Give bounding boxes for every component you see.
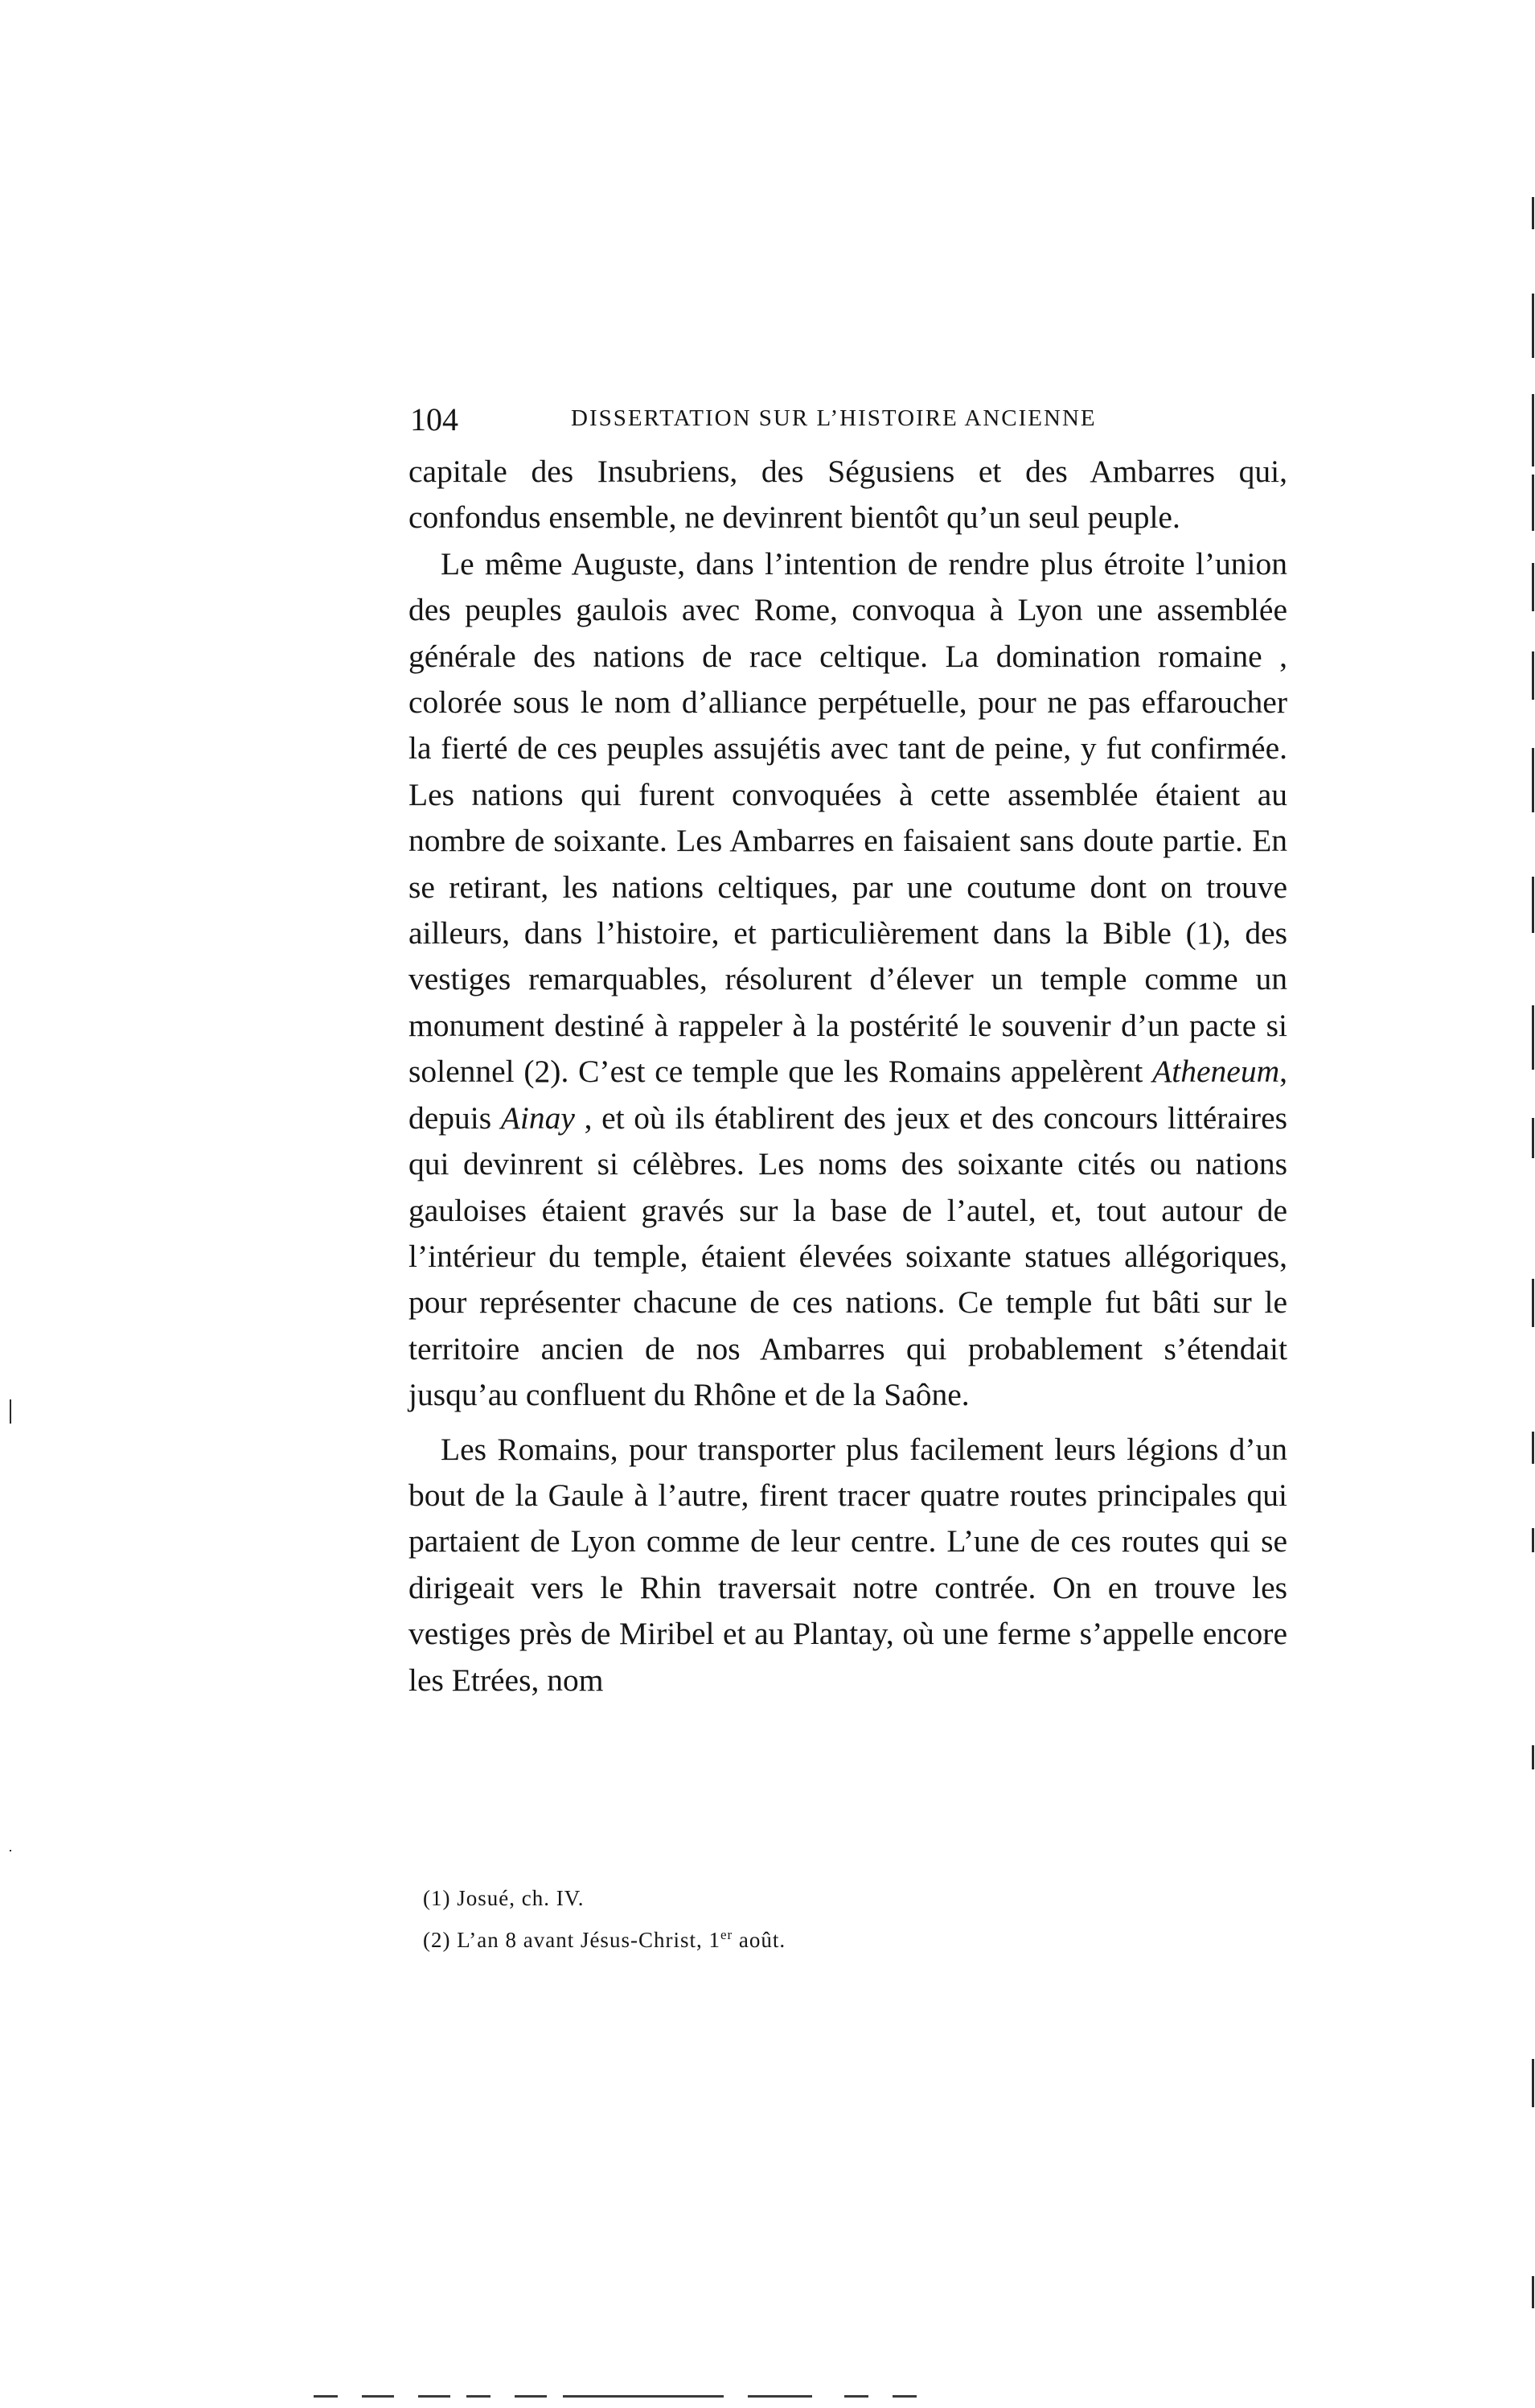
paragraph-continuation: capitale des Insubriens, des Ségusiens et des Ambarres qui, confondus ensemble, ne devinrent bientôt qu’un seul peuple. — [408, 454, 1287, 536]
scan-edge-mark — [1532, 1005, 1534, 1070]
footnote-marker: (1) — [423, 1886, 451, 1910]
scan-edge-mark — [1532, 475, 1534, 531]
footnote-text: L’an 8 avant Jésus-Christ, 1 — [457, 1928, 720, 1952]
footnote-text: août. — [733, 1928, 786, 1952]
scan-bottom-line — [362, 2395, 394, 2398]
italic-term-ainay: Ainay — [500, 1099, 575, 1136]
scan-bottom-line — [515, 2395, 547, 2398]
italic-term-atheneum: Atheneum — [1152, 1054, 1280, 1090]
footnote-marker: (2) — [423, 1928, 451, 1952]
scan-edge-mark — [1532, 563, 1534, 611]
scan-edge-mark — [1532, 1745, 1534, 1769]
scan-bottom-line — [418, 2395, 450, 2398]
footnote-text: Josué, ch. IV. — [457, 1886, 585, 1910]
paragraph-text: , depuis — [408, 1054, 1287, 1136]
scan-edge-mark — [1532, 2059, 1534, 2107]
scan-edge-mark — [10, 1850, 11, 1851]
footnotes — [423, 1877, 1227, 1961]
scan-edge-mark — [1532, 651, 1534, 700]
scan-bottom-line — [563, 2395, 724, 2398]
scan-bottom-line — [466, 2395, 490, 2398]
scan-edge-mark — [1532, 1118, 1534, 1158]
page-number: 104 — [410, 401, 458, 438]
footnote-1 — [423, 1877, 1227, 1919]
paragraph-roman-roads: Les Romains, pour transporter plus facilement leurs légions d’un bout de la Gaule à l’autre, firent tracer quatre routes principales qui partaient de Lyon comme de leur centre. L’une de ces routes qui se dirigeait vers le Rhin traversait notre contrée. On en trouve les vestiges près de Miribel et au Plantay, où une ferme s’appelle encore les Etrées, nom — [408, 1431, 1287, 1698]
scan-edge-mark — [1532, 877, 1534, 933]
scan-edge-mark — [1532, 197, 1534, 229]
scan-edge-mark — [1532, 2276, 1534, 2308]
paragraph-text: , et où ils établirent des jeux et des concours littéraires qui devinrent si célèbres. Les noms des soixante cités ou nations gauloises étaient gravés sur la base de l’autel, et, tout autour de l’intérieur du temple, étaient élevées soixante statues allégoriques, pour représenter chacune de ces nations. Ce temple fut bâti sur le territoire ancien de nos Ambarres qui probablement s’étendait jusqu’au confluent du Rhône et de la Saône. — [408, 1099, 1287, 1413]
page-header — [410, 401, 1287, 441]
scan-edge-mark — [1532, 394, 1534, 466]
scan-bottom-line — [314, 2395, 338, 2398]
scan-edge-mark — [1532, 1432, 1534, 1464]
scan-edge-mark — [1532, 1528, 1534, 1552]
scan-edge-mark — [1532, 1279, 1534, 1327]
scan-edge-mark — [1532, 294, 1534, 358]
scan-edge-mark — [10, 1399, 11, 1424]
scan-bottom-line — [893, 2395, 917, 2398]
scan-edge-mark — [1532, 748, 1534, 812]
paragraph-augustus-assembly — [408, 541, 1287, 1419]
scan-bottom-line — [748, 2395, 812, 2398]
body-text — [408, 449, 1287, 1703]
footnote-superscript: er — [720, 1927, 733, 1942]
paragraph-text: Le même Auguste, dans l’intention de rendre plus étroite l’union des peuples gaulois avec Rome, convoqua à Lyon une assemblée générale des nations de race celtique. La domination romaine , colorée sous le nom d’alliance perpétuelle, pour ne pas effaroucher la fierté de ces peuples assujétis avec tant de peine, y fut confirmée. Les nations qui furent convoquées à cette assemblée étaient au nombre de soixante. Les Ambarres en faisaient sans doute partie. En se retirant, les nations celtiques, par une coutume dont on trouve ailleurs, dans l’histoire, et particulièrement dans la Bible (1), des vestiges remarquables, résolurent d’élever un temple comme un monument destiné à rappeler à la postérité le souvenir d’un pacte si solennel (2). C’est ce temple que les Romains appelèrent — [408, 545, 1287, 1090]
footnote-2 — [423, 1919, 1227, 1961]
scan-bottom-line — [844, 2395, 868, 2398]
running-title: DISSERTATION SUR L’HISTOIRE ANCIENNE — [571, 405, 1097, 431]
